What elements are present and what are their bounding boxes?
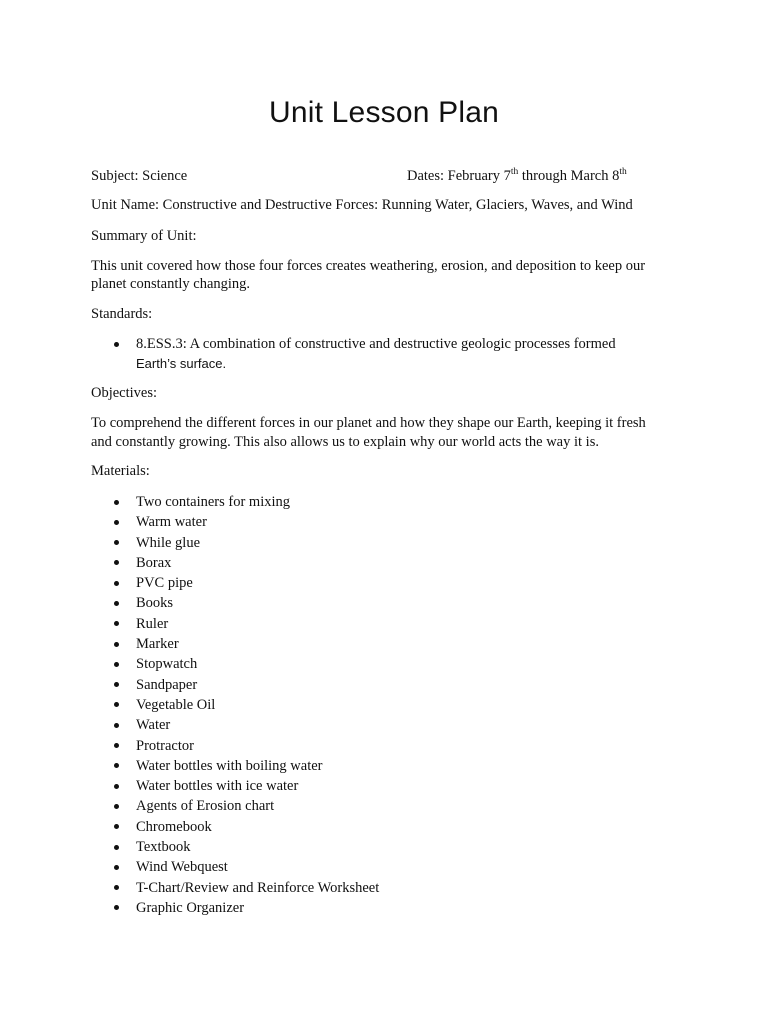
- material-label: Vegetable Oil: [136, 696, 216, 713]
- materials-heading: Materials:: [91, 463, 150, 479]
- summary-heading: Summary of Unit:: [91, 228, 197, 244]
- list-item: [91, 736, 379, 756]
- objectives-heading: Objectives:: [91, 385, 158, 401]
- bullet-icon: [114, 560, 119, 565]
- list-item: [91, 715, 379, 735]
- material-label: Ruler: [136, 615, 169, 632]
- bullet-icon: [114, 601, 119, 606]
- dates-prefix: Dates: February 7: [407, 168, 511, 184]
- bullet-icon: [114, 845, 119, 850]
- bullet-icon: [114, 540, 119, 545]
- bullet-icon: [114, 500, 119, 505]
- material-label: Wind Webquest: [136, 859, 228, 876]
- material-label: Borax: [136, 554, 172, 571]
- list-item: [91, 492, 379, 512]
- list-item: [91, 695, 379, 715]
- bullet-icon: [114, 621, 119, 626]
- bullet-icon: [114, 804, 119, 809]
- bullet-icon: [114, 784, 119, 789]
- bullet-icon: [114, 682, 119, 687]
- material-label: Protractor: [136, 737, 194, 754]
- list-item: [91, 796, 379, 816]
- bullet-icon: [114, 520, 119, 525]
- material-label: Chromebook: [136, 818, 212, 835]
- material-label: Sandpaper: [136, 676, 198, 693]
- list-item: [91, 756, 379, 776]
- list-item: [91, 533, 379, 553]
- list-item: [91, 837, 379, 857]
- material-label: Agents of Erosion chart: [136, 798, 275, 815]
- bullet-icon: [114, 905, 119, 910]
- material-label: While glue: [136, 534, 201, 551]
- list-item: [91, 573, 379, 593]
- list-item: [91, 878, 379, 898]
- material-label: Books: [136, 595, 174, 612]
- material-label: Stopwatch: [136, 656, 198, 673]
- bullet-icon: [114, 581, 119, 586]
- bullet-icon: [114, 763, 119, 768]
- dates-line: [407, 167, 627, 186]
- page-title: Unit Lesson Plan: [268, 96, 499, 129]
- list-item: [91, 553, 379, 573]
- bullet-icon: [114, 743, 119, 748]
- list-item: [91, 898, 379, 918]
- summary-text-line-2: planet constantly changing.: [91, 276, 251, 292]
- summary-text-line-1: This unit covered how those four forces creates weathering, erosion, and deposition to keep our: [91, 258, 646, 274]
- bullet-icon: [114, 702, 119, 707]
- list-item: [91, 675, 379, 695]
- list-item: [91, 512, 379, 532]
- material-label: Graphic Organizer: [136, 899, 245, 916]
- material-label: Water: [136, 717, 171, 734]
- materials-list: [91, 492, 379, 918]
- bullet-icon: [114, 824, 119, 829]
- standard-text-line-2: Earth’s surface.: [136, 356, 227, 371]
- material-label: Textbook: [136, 839, 191, 856]
- unit-name-line: Unit Name: Constructive and Destructive Forces: Running Water, Glaciers, Waves, and Wind: [91, 197, 633, 213]
- list-item: [91, 817, 379, 837]
- list-item: [91, 593, 379, 613]
- list-item: [91, 857, 379, 877]
- material-label: Water bottles with ice water: [136, 778, 299, 795]
- bullet-icon: [114, 662, 119, 667]
- list-item: [91, 654, 379, 674]
- objectives-text-line-1: To comprehend the different forces in our planet and how they shape our Earth, keeping it fresh: [91, 415, 646, 431]
- dates-middle: through March 8: [518, 168, 620, 184]
- subject-line: Subject: Science: [91, 168, 188, 184]
- objectives-text-line-2: and constantly growing. This also allows us to explain why our world acts the way it is.: [91, 434, 599, 450]
- material-label: Warm water: [136, 514, 207, 531]
- material-label: T-Chart/Review and Reinforce Worksheet: [136, 879, 380, 896]
- list-item: [91, 634, 379, 654]
- dates-superscript-start: th: [510, 167, 519, 177]
- bullet-icon: [114, 885, 119, 890]
- material-label: Two containers for mixing: [136, 494, 291, 510]
- bullet-icon: [114, 642, 119, 647]
- material-label: Water bottles with boiling water: [136, 757, 323, 774]
- standard-text-line-1: 8.ESS.3: A combination of constructive and destructive geologic processes formed: [136, 336, 616, 352]
- list-item: [91, 614, 379, 634]
- bullet-icon: [114, 865, 119, 870]
- material-label: Marker: [136, 636, 179, 653]
- bullet-icon: [114, 723, 119, 728]
- material-label: PVC pipe: [136, 575, 193, 592]
- list-item: [91, 776, 379, 796]
- dates-superscript-end: th: [619, 167, 627, 177]
- bullet-icon: [114, 342, 119, 347]
- standards-heading: Standards:: [91, 306, 153, 322]
